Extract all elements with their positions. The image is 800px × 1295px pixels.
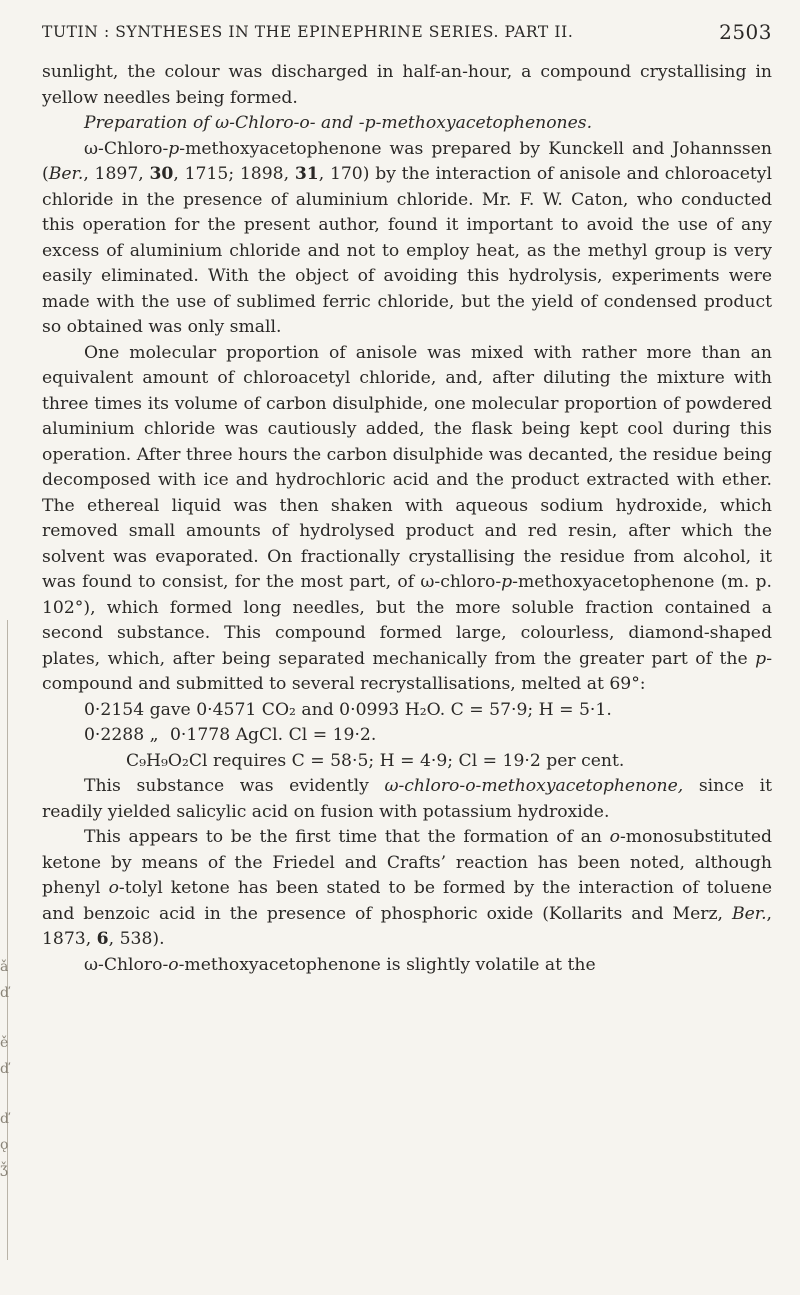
- binding-edge-mark: ě: [0, 1035, 9, 1051]
- text-run: One molecular proportion of anisole was mixed with rather more than an equivalent amount of chloroacetyl chloride, and, after diluting the mixture with three times its volume of carbon disulphide, one molecular proportion of powdered aluminium chloride was cautiously added, the flask being kept cool during this operation. After three hours the carbon disulphide was decanted, the residue being decomposed with ice and hydrochloric acid and the product extracted with ether. The ethereal liquid was then shaken with aqueous sodium hydroxide, which removed small amounts of hydrolysed product and red resin, after which the solvent was evaporated. On fractionally crystallising the residue from alcohol, it was found to consist, for the most part, of ω-chloro-: [42, 342, 772, 592]
- analysis-value: 0·1778 AgCl. Cl = 19·2.: [170, 725, 377, 745]
- analysis-lead: 0·2288 „: [84, 725, 159, 745]
- paragraph-volatility: [42, 953, 772, 979]
- text-run: -methoxyacetophenone is slightly volatile at the: [178, 954, 596, 975]
- text-run-italic: o: [168, 954, 179, 975]
- paragraph-continuation: sunlight, the colour was discharged in half-an-hour, a compound crystallising in yellow needles being formed.: [42, 62, 772, 108]
- body-text: [42, 60, 772, 978]
- text-run: -monosubstituted ketone by means of the Friedel and Crafts’ reaction has been noted, although phenyl: [42, 827, 772, 898]
- text-run-italic: p: [755, 648, 767, 669]
- citation-volume: 31: [294, 164, 319, 184]
- text-run-italic: p: [501, 572, 513, 592]
- text-run-italic: o: [108, 878, 119, 898]
- document-page: [42, 14, 772, 978]
- text-run: -methoxyacetophenone was prepared by Kunckell and Johannssen (: [42, 138, 772, 184]
- page-number: 2503: [719, 20, 772, 44]
- analysis-line: 0·2154 gave 0·4571 CO₂ and 0·0993 H₂O. C = 57·9; H = 5·1.: [84, 699, 612, 720]
- binding-edge-mark: ǫ: [0, 1137, 9, 1153]
- text-run-italic: ω-chloro-o-methoxyacetophenone,: [384, 776, 684, 796]
- paragraph-preparation: [42, 137, 772, 341]
- heading-part: Preparation of: [84, 113, 216, 133]
- paragraph-friedel-crafts: [42, 825, 772, 953]
- binding-edge-mark: ď: [0, 1061, 9, 1077]
- text-run: , 1715; 1898,: [173, 164, 295, 184]
- citation-volume: 6: [96, 929, 109, 949]
- binding-edge-mark: ǯ: [0, 1161, 8, 1177]
- text-run: ω-Chloro-: [84, 138, 169, 159]
- text-run: -methoxyacetophenone (m. p. 102°), which formed long needles, but the more soluble fraction contained a second substance. This compound formed large, colourless, diamond-shaped plates, which, after being separated mechanically from the greater part of the: [42, 572, 772, 669]
- text-run-italic: o: [609, 827, 620, 847]
- section-heading: [42, 111, 772, 137]
- text-run: This appears to be the first time that the formation of an: [84, 827, 610, 847]
- citation-journal: Ber.: [48, 164, 84, 184]
- binding-edge-mark: ď: [0, 1111, 9, 1127]
- running-header: [42, 14, 772, 50]
- text-run: -tolyl ketone has been stated to be formed by the interaction of toluene and benzoic acid in the presence of phosphoric oxide (Kollarits and Merz,: [42, 878, 773, 924]
- analysis-requirement: C₉H₉O₂Cl requires C = 58·5; H = 4·9; Cl = 19·2 per cent.: [126, 750, 625, 771]
- citation-journal: Ber.: [731, 903, 767, 924]
- text-run: , 1873,: [42, 903, 772, 949]
- running-title: TUTIN : SYNTHESES IN THE EPINEPHRINE SERIES. PART II.: [42, 23, 574, 41]
- text-run: ω-Chloro-: [84, 954, 169, 975]
- paragraph-procedure: [42, 341, 772, 698]
- binding-edge-mark: ǎ: [0, 959, 9, 975]
- text-run: , 538).: [108, 929, 165, 949]
- text-run-italic: p: [168, 138, 180, 159]
- text-run: , 1897,: [83, 164, 150, 184]
- paragraph-identity: [42, 774, 772, 825]
- binding-edge-mark: ď: [0, 985, 9, 1001]
- text-run: since it readily yielded salicylic acid on fusion with potassium hydroxide.: [42, 776, 773, 822]
- heading-part: ω-Chloro-o- and -p-methoxyacetophenones.: [215, 113, 593, 133]
- text-run: -compound and submitted to several recrystallisations, melted at 69°:: [42, 648, 772, 694]
- text-run: , 170) by the interaction of anisole and chloroacetyl chloride in the presence of aluminium chloride. Mr. F. W. Caton, who conducted this operation for the present author, found it important to avoid the use of any excess of aluminium chloride and not to employ heat, as the methyl group is very easily eliminated. With the object of avoiding this hydrolysis, experiments were made with the use of sublimed ferric chloride, but the yield of condensed product so obtained was only small.: [42, 164, 772, 337]
- citation-volume: 30: [149, 164, 174, 184]
- text-run: This substance was evidently: [84, 776, 385, 796]
- analysis-line: [42, 723, 772, 749]
